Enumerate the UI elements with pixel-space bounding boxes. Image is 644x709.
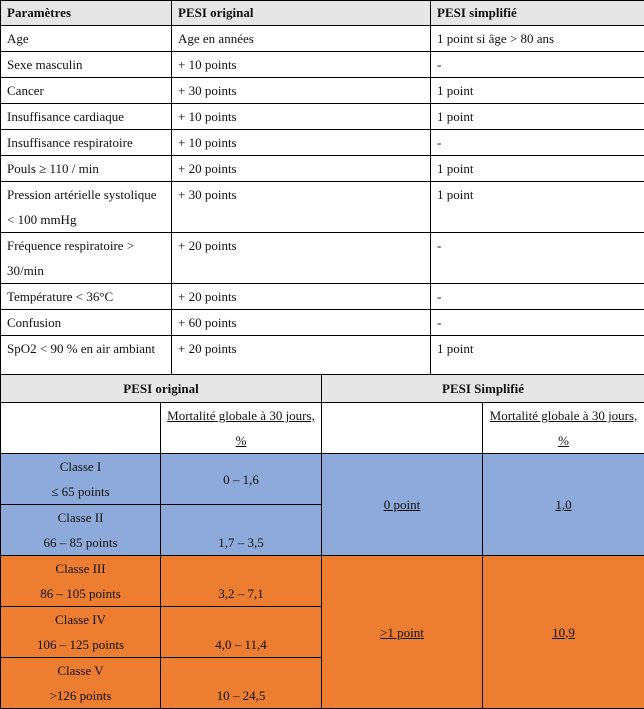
pesi-classes-table	[0, 374, 644, 709]
original-cell: + 30 points	[172, 78, 431, 104]
simplified-cell: -	[431, 52, 644, 78]
table-row	[1, 130, 644, 156]
header-pesi-simplifie: PESI Simplifié	[322, 375, 644, 403]
original-cell: + 10 points	[172, 52, 431, 78]
simplified-cell: 1 point si âge > 80 ans	[431, 26, 644, 52]
simplified-cell: -	[431, 284, 644, 310]
simplified-cell: 1 point	[431, 104, 644, 130]
table-row	[1, 52, 644, 78]
original-cell: + 10 points	[172, 130, 431, 156]
simplified-score-cell: 0 point	[322, 454, 483, 556]
original-cell: + 60 points	[172, 310, 431, 336]
table-subheader-row	[1, 403, 644, 454]
header-pesi-simplifie: PESI simplifié	[431, 1, 644, 26]
param-cell: Age	[1, 26, 172, 52]
header-pesi-original: PESI original	[172, 1, 431, 26]
header-parametres: Paramètres	[1, 1, 172, 26]
table-row	[1, 78, 644, 104]
table-row	[1, 156, 644, 182]
original-cell: + 20 points	[172, 284, 431, 310]
table-row	[1, 26, 644, 52]
class-cell: Classe I ≤ 65 points	[1, 454, 161, 505]
table-row	[1, 104, 644, 130]
param-cell: Pouls ≥ 110 / min	[1, 156, 172, 182]
table-header-row	[1, 1, 644, 26]
param-cell: Fréquence respiratoire > 30/min	[1, 233, 172, 284]
table-row	[1, 556, 644, 607]
table-header-row	[1, 375, 644, 403]
original-cell: + 20 points	[172, 336, 431, 386]
simplified-score-cell: >1 point	[322, 556, 483, 709]
mortality-header-original: Mortalité globale à 30 jours, %	[161, 403, 322, 454]
empty-cell	[1, 403, 161, 454]
param-cell: Température < 36°C	[1, 284, 172, 310]
class-cell: Classe IV 106 – 125 points	[1, 607, 161, 658]
table-row	[1, 454, 644, 505]
empty-cell	[322, 403, 483, 454]
mortality-header-simplified: Mortalité globale à 30 jours, %	[483, 403, 644, 454]
original-cell: + 20 points	[172, 233, 431, 284]
mortality-cell: 0 – 1,6	[161, 454, 322, 505]
table-row	[1, 310, 644, 336]
header-pesi-original: PESI original	[1, 375, 322, 403]
table-row	[1, 182, 644, 233]
mortality-cell: 3,2 – 7,1	[161, 556, 322, 607]
simplified-cell: -	[431, 310, 644, 336]
original-cell: + 20 points	[172, 156, 431, 182]
param-cell: Confusion	[1, 310, 172, 336]
mortality-cell: 4,0 – 11,4	[161, 607, 322, 658]
param-cell: Pression artérielle systolique < 100 mmHg	[1, 182, 172, 233]
class-cell: Classe III 86 – 105 points	[1, 556, 161, 607]
simplified-mortality-cell: 1,0	[483, 454, 644, 556]
table-row	[1, 233, 644, 284]
simplified-cell: 1 point	[431, 156, 644, 182]
mortality-cell: 10 – 24,5	[161, 658, 322, 709]
param-cell: Insuffisance cardiaque	[1, 104, 172, 130]
simplified-cell: -	[431, 233, 644, 284]
simplified-cell: 1 point	[431, 78, 644, 104]
param-cell: Sexe masculin	[1, 52, 172, 78]
simplified-cell: 1 point	[431, 182, 644, 233]
original-cell: + 30 points	[172, 182, 431, 233]
param-cell: SpO2 < 90 % en air ambiant	[1, 336, 172, 386]
param-cell: Cancer	[1, 78, 172, 104]
param-cell: Insuffisance respiratoire	[1, 130, 172, 156]
simplified-cell: -	[431, 130, 644, 156]
class-cell: Classe II 66 – 85 points	[1, 505, 161, 556]
table-row	[1, 284, 644, 310]
simplified-mortality-cell: 10,9	[483, 556, 644, 709]
simplified-cell: 1 point	[431, 336, 644, 386]
mortality-cell: 1,7 – 3,5	[161, 505, 322, 556]
original-cell: + 10 points	[172, 104, 431, 130]
class-cell: Classe V >126 points	[1, 658, 161, 709]
original-cell: Age en années	[172, 26, 431, 52]
